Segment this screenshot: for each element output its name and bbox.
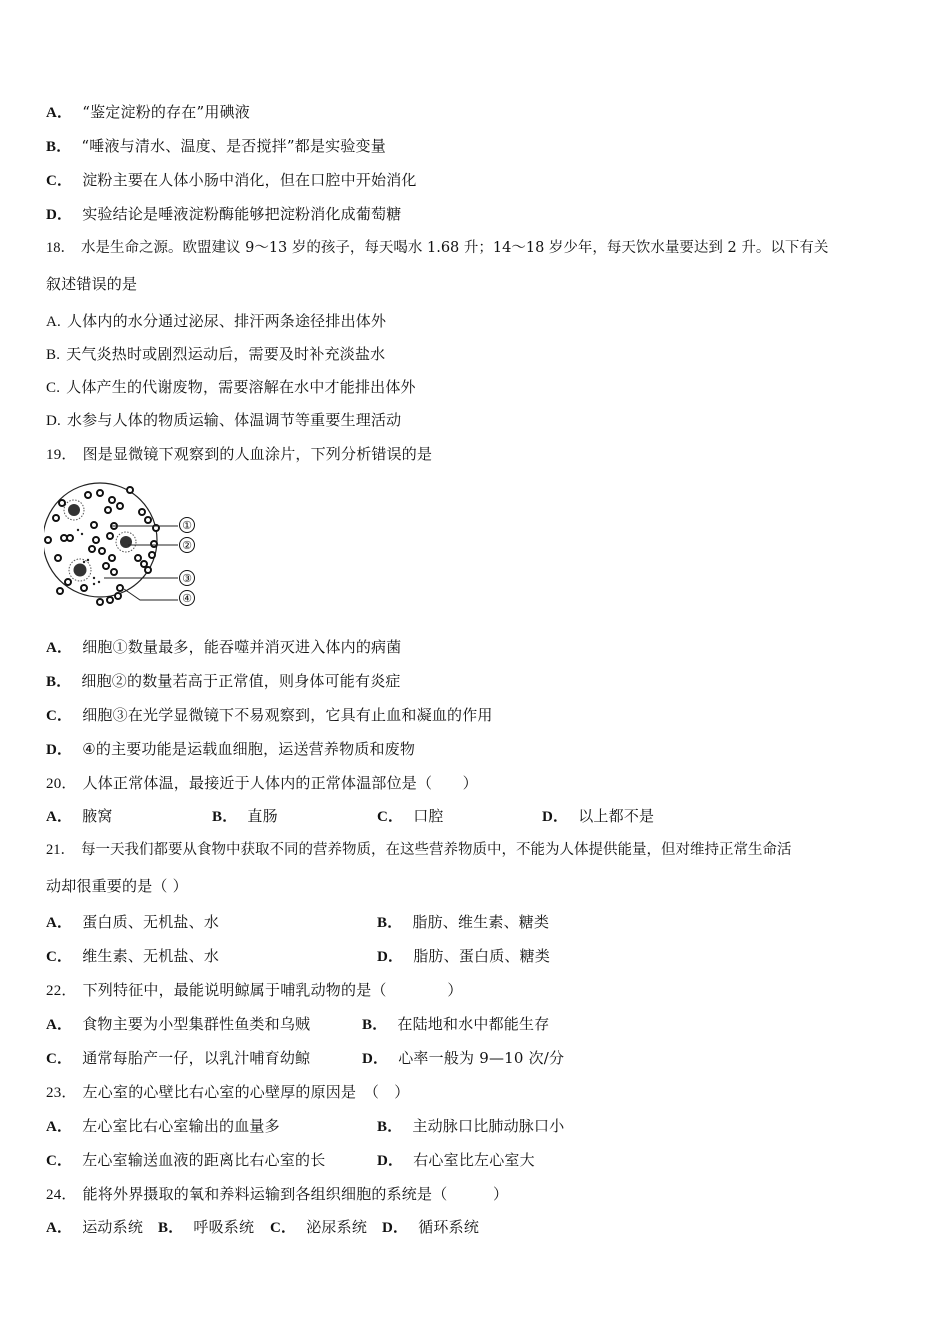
q21-option-d bbox=[377, 946, 550, 967]
option-text: 实验结论是唾液淀粉酶能够把淀粉消化成葡萄糖 bbox=[82, 205, 402, 223]
q21-option-c bbox=[46, 946, 219, 967]
option-letter: D． bbox=[362, 1051, 389, 1067]
option-text: 细胞③在光学显微镜下不易观察到，它具有止血和凝血的作用 bbox=[82, 706, 493, 724]
question-stem: 下列特征中，最能说明鲸属于哺乳动物的是（ ） bbox=[82, 981, 463, 999]
question-stem: 能将外界摄取的氧和养料运输到各组织细胞的系统是（ ） bbox=[82, 1185, 509, 1203]
question-number: 21． bbox=[46, 842, 75, 858]
question-stem-continued: 叙述错误的是 bbox=[46, 275, 138, 293]
q23-option-d bbox=[377, 1150, 535, 1171]
q19-option-d bbox=[46, 739, 415, 760]
option-text: “鉴定淀粉的存在”用碘液 bbox=[82, 103, 250, 121]
q17-option-c bbox=[46, 170, 417, 191]
question-number: 22． bbox=[46, 983, 77, 999]
option-letter: A． bbox=[46, 809, 73, 825]
q19-option-a bbox=[46, 637, 401, 658]
option-letter: D． bbox=[542, 809, 569, 825]
option-letter: A． bbox=[46, 915, 73, 931]
q24-option-c bbox=[270, 1217, 367, 1238]
q18-option-b bbox=[46, 344, 385, 365]
option-letter: B． bbox=[158, 1220, 184, 1236]
q22-option-b bbox=[362, 1014, 549, 1035]
option-letter: B． bbox=[377, 1119, 403, 1135]
label-2: ② bbox=[182, 539, 192, 552]
option-text: 脂肪、蛋白质、糖类 bbox=[413, 947, 551, 965]
q21-option-b bbox=[377, 912, 549, 933]
option-text: 天气炎热时或剧烈运动后，需要及时补充淡盐水 bbox=[66, 345, 386, 363]
question-stem: 人体正常体温，最接近于人体内的正常体温部位是（ ） bbox=[82, 774, 478, 792]
q22-option-a bbox=[46, 1014, 310, 1035]
option-text: 循环系统 bbox=[418, 1218, 480, 1236]
option-letter: C． bbox=[377, 809, 404, 825]
option-text: 左心室输送血液的距离比右心室的长 bbox=[82, 1151, 326, 1169]
q21-stem bbox=[46, 840, 792, 860]
option-letter: A. bbox=[46, 314, 61, 330]
option-letter: A． bbox=[46, 1220, 73, 1236]
option-letter: A． bbox=[46, 640, 73, 656]
option-text: 维生素、无机盐、水 bbox=[82, 947, 220, 965]
option-text: 口腔 bbox=[413, 807, 444, 825]
option-text: 主动脉口比肺动脉口小 bbox=[412, 1117, 565, 1135]
q18-stem bbox=[46, 238, 828, 258]
question-stem: 左心室的心壁比右心室的心壁厚的原因是 （ ） bbox=[82, 1083, 410, 1101]
label-4: ④ bbox=[182, 592, 192, 605]
option-letter: C． bbox=[46, 1051, 73, 1067]
option-letter: D. bbox=[46, 413, 61, 429]
option-text: ④的主要功能是运载血细胞，运送营养物质和废物 bbox=[82, 740, 416, 758]
option-letter: A． bbox=[46, 105, 73, 121]
option-text: 心率一般为 9—10 次/分 bbox=[398, 1049, 565, 1067]
q22-option-d bbox=[362, 1048, 564, 1069]
option-text: 腋窝 bbox=[82, 807, 113, 825]
question-number: 23． bbox=[46, 1085, 77, 1101]
q17-option-d bbox=[46, 204, 401, 225]
q23-stem bbox=[46, 1082, 410, 1103]
option-letter: A． bbox=[46, 1119, 73, 1135]
label-3: ③ bbox=[182, 572, 192, 585]
option-text: 呼吸系统 bbox=[193, 1218, 255, 1236]
option-letter: C． bbox=[46, 708, 73, 724]
option-letter: D． bbox=[46, 207, 73, 223]
q19-stem bbox=[46, 444, 432, 465]
q24-option-d bbox=[382, 1217, 479, 1238]
option-text: 运动系统 bbox=[82, 1218, 144, 1236]
q20-option-d bbox=[542, 806, 654, 827]
question-stem: 每一天我们都要从食物中获取不同的营养物质，在这些营养物质中，不能为人体提供能量，但对维持正常生命活 bbox=[81, 842, 792, 858]
option-letter: D． bbox=[382, 1220, 409, 1236]
option-text: “唾液与清水、温度、是否搅拌”都是实验变量 bbox=[81, 137, 386, 155]
q24-option-a bbox=[46, 1217, 143, 1238]
q20-option-c bbox=[377, 806, 444, 827]
option-text: 左心室比右心室输出的血量多 bbox=[82, 1117, 280, 1135]
option-letter: C． bbox=[270, 1220, 297, 1236]
option-letter: C. bbox=[46, 380, 61, 396]
option-text: 人体产生的代谢废物，需要溶解在水中才能排出体外 bbox=[66, 378, 416, 396]
question-number: 19． bbox=[46, 447, 77, 463]
option-letter: D． bbox=[377, 949, 404, 965]
question-number: 24． bbox=[46, 1187, 77, 1203]
option-letter: C． bbox=[46, 173, 73, 189]
option-text: 细胞①数量最多，能吞噬并消灭进入体内的病菌 bbox=[82, 638, 402, 656]
option-text: 直肠 bbox=[247, 807, 278, 825]
option-text: 通常每胎产一仔，以乳汁哺育幼鲸 bbox=[82, 1049, 311, 1067]
q20-option-b bbox=[212, 806, 278, 827]
option-text: 细胞②的数量若高于正常值，则身体可能有炎症 bbox=[81, 672, 401, 690]
option-text: 以上都不是 bbox=[578, 807, 655, 825]
option-text: 淀粉主要在人体小肠中消化，但在口腔中开始消化 bbox=[82, 171, 417, 189]
q24-option-b bbox=[158, 1217, 254, 1238]
option-letter: B． bbox=[362, 1017, 388, 1033]
q23-option-b bbox=[377, 1116, 564, 1137]
option-letter: A． bbox=[46, 1017, 73, 1033]
q23-option-a bbox=[46, 1116, 280, 1137]
option-text: 右心室比左心室大 bbox=[413, 1151, 535, 1169]
q17-option-b bbox=[46, 136, 386, 157]
question-stem: 图是显微镜下观察到的人血涂片，下列分析错误的是 bbox=[82, 445, 433, 463]
option-letter: B． bbox=[46, 674, 72, 690]
option-letter: D． bbox=[46, 742, 73, 758]
option-text: 人体内的水分通过泌尿、排汗两条途径排出体外 bbox=[66, 312, 387, 330]
q20-option-a bbox=[46, 806, 113, 827]
option-letter: D． bbox=[377, 1153, 404, 1169]
q22-stem bbox=[46, 980, 463, 1001]
q19-option-b bbox=[46, 671, 401, 692]
label-1: ① bbox=[182, 519, 192, 532]
question-stem-continued: 动却很重要的是（ ） bbox=[46, 877, 188, 895]
option-letter: B. bbox=[46, 347, 61, 363]
question-stem: 水是生命之源。欧盟建议 9～13 岁的孩子，每天喝水 1.68 升；14～18 岁少年，每天饮水量要达到 2 升。以下有关 bbox=[81, 240, 829, 256]
option-letter: C． bbox=[46, 949, 73, 965]
q23-option-c bbox=[46, 1150, 325, 1171]
q20-stem bbox=[46, 773, 478, 794]
question-number: 18． bbox=[46, 240, 75, 256]
option-text: 在陆地和水中都能生存 bbox=[397, 1015, 550, 1033]
option-letter: B． bbox=[377, 915, 403, 931]
option-letter: C． bbox=[46, 1153, 73, 1169]
option-text: 泌尿系统 bbox=[306, 1218, 368, 1236]
blood-smear-figure bbox=[44, 478, 214, 610]
option-letter: B． bbox=[212, 809, 238, 825]
option-text: 水参与人体的物质运输、体温调节等重要生理活动 bbox=[66, 411, 402, 429]
q18-option-c bbox=[46, 377, 416, 398]
q21-stem-cont bbox=[46, 876, 188, 896]
q17-option-a bbox=[46, 102, 250, 123]
q21-option-a bbox=[46, 912, 219, 933]
q18-option-d bbox=[46, 410, 401, 431]
q22-option-c bbox=[46, 1048, 310, 1069]
question-number: 20． bbox=[46, 776, 77, 792]
option-letter: B． bbox=[46, 139, 72, 155]
option-text: 脂肪、维生素、糖类 bbox=[412, 913, 550, 931]
q24-stem bbox=[46, 1184, 508, 1205]
q19-option-c bbox=[46, 705, 493, 726]
option-text: 食物主要为小型集群性鱼类和乌贼 bbox=[82, 1015, 311, 1033]
q18-stem-cont bbox=[46, 274, 137, 294]
option-text: 蛋白质、无机盐、水 bbox=[82, 913, 220, 931]
q18-option-a bbox=[46, 311, 386, 332]
